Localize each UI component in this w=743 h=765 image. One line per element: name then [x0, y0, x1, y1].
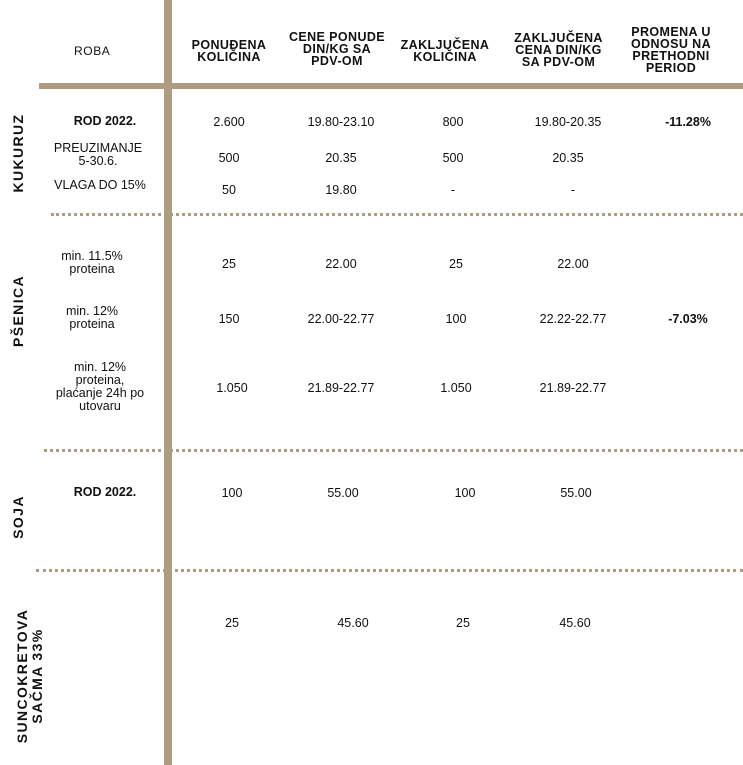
- row-label: min. 12% proteina: [65, 304, 119, 331]
- cell-zakljucena-cena: 20.35: [552, 151, 584, 165]
- cell-zakljucena-cena: 55.00: [560, 486, 592, 500]
- cell-cene-ponude: 21.89-22.77: [307, 381, 375, 395]
- cell-cene-ponude: 20.35: [325, 151, 357, 165]
- header-zakljucena-cena: ZAKLJUČENA CENA DIN/KG SA PDV-OM: [514, 31, 603, 69]
- header-roba: ROBA: [74, 44, 111, 58]
- cell-ponudjena: 1.050: [216, 381, 248, 395]
- row-label: ROD 2022.: [73, 114, 137, 128]
- cell-cene-ponude: 55.00: [327, 486, 359, 500]
- cell-cene-ponude: 45.60: [337, 616, 369, 630]
- group-label-psenica: PŠENICA: [10, 274, 26, 348]
- cell-zakljucena-kolicina: 100: [454, 486, 476, 500]
- group-label-soja: SOJA: [10, 495, 26, 539]
- cell-cene-ponude: 22.00: [325, 257, 357, 271]
- cell-zakljucena-cena: 21.89-22.77: [539, 381, 607, 395]
- group-separator-2: [44, 449, 743, 452]
- cell-zakljucena-kolicina: 25: [456, 616, 470, 630]
- row-label: PREUZIMANJE 5-30.6.: [53, 141, 143, 168]
- vertical-divider: [164, 0, 172, 765]
- header-cene-ponude: CENE PONUDE DIN/KG SA PDV-OM: [288, 30, 386, 68]
- cell-promena: -11.28%: [665, 115, 711, 129]
- header-divider: [39, 83, 743, 89]
- row-label: VLAGA DO 15%: [54, 178, 146, 192]
- header-promena: PROMENA U ODNOSU NA PRETHODNI PERIOD: [631, 25, 711, 75]
- cell-cene-ponude: 19.80: [325, 183, 357, 197]
- cell-zakljucena-kolicina: 100: [445, 312, 467, 326]
- header-ponudjena-kolicina: PONUĐENA KOLIČINA: [191, 38, 267, 64]
- row-label: min. 12% proteina, plaćanje 24h po utovaru: [55, 360, 145, 413]
- header-zakljucena-kolicina: ZAKLJUČENA KOLIČINA: [400, 38, 490, 64]
- cell-ponudjena: 500: [218, 151, 240, 165]
- cell-ponudjena: 25: [222, 257, 236, 271]
- row-label: min. 11.5% proteina: [61, 249, 123, 276]
- cell-ponudjena: 100: [221, 486, 243, 500]
- cell-ponudjena: 150: [218, 312, 240, 326]
- cell-cene-ponude: 19.80-23.10: [307, 115, 375, 129]
- cell-promena: -7.03%: [668, 312, 708, 326]
- cell-zakljucena-kolicina: 25: [449, 257, 463, 271]
- cell-zakljucena-cena: 45.60: [559, 616, 591, 630]
- cell-zakljucena-kolicina: 800: [442, 115, 464, 129]
- group-label-suncokretova-sacma: SUNCOKRETOVA SAČMA 33%: [14, 608, 45, 744]
- cell-cene-ponude: 22.00-22.77: [307, 312, 375, 326]
- cell-ponudjena: 2.600: [213, 115, 245, 129]
- cell-zakljucena-cena: 22.00: [557, 257, 589, 271]
- group-label-kukuruz: KUKURUZ: [10, 113, 26, 193]
- cell-zakljucena-cena: 19.80-20.35: [534, 115, 602, 129]
- group-separator-1: [51, 213, 743, 216]
- cell-zakljucena-cena: 22.22-22.77: [539, 312, 607, 326]
- cell-ponudjena: 50: [222, 183, 236, 197]
- group-separator-3: [36, 569, 743, 572]
- cell-zakljucena-kolicina: 1.050: [440, 381, 472, 395]
- cell-zakljucena-kolicina: 500: [442, 151, 464, 165]
- cell-ponudjena: 25: [225, 616, 239, 630]
- cell-zakljucena-cena: -: [570, 183, 576, 197]
- cell-zakljucena-kolicina: -: [450, 183, 456, 197]
- row-label: ROD 2022.: [73, 485, 137, 499]
